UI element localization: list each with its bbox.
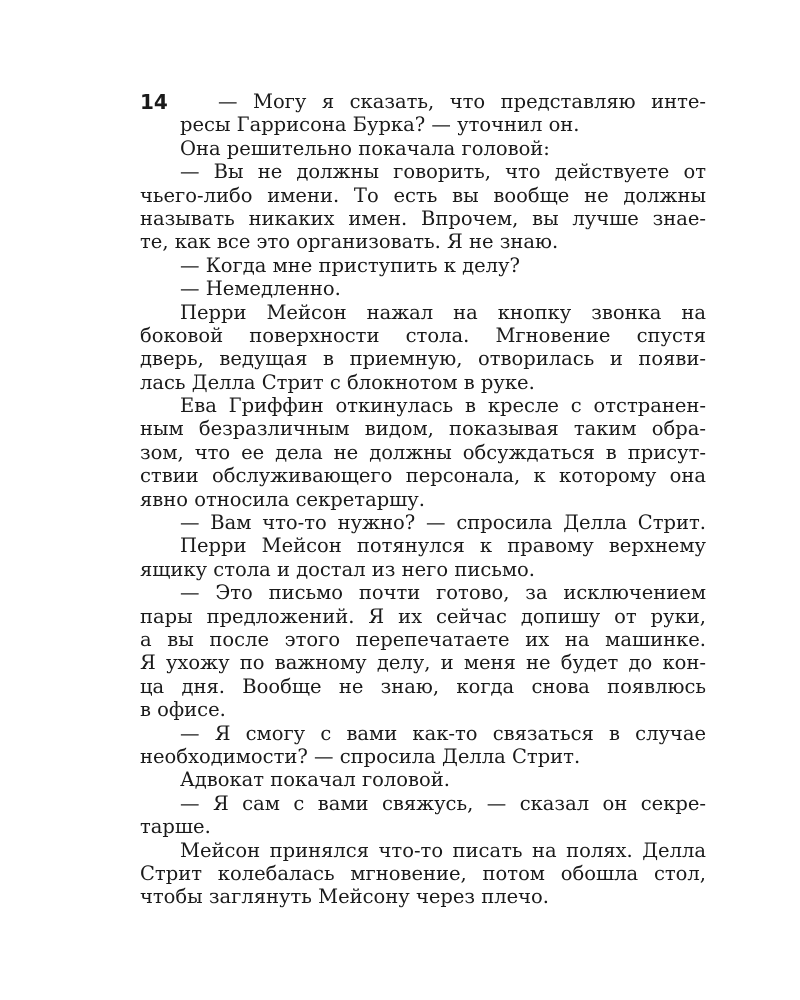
text-line: дверь, ведущая в приемную, отворилась и появи- [140,347,706,371]
text-line: в офисе. [140,698,226,722]
text-line: Мейсон принялся что-то писать на полях. Делла [180,838,706,862]
text-line: называть никаких имен. Впрочем, вы лучше знае- [140,206,706,230]
text-line: лась Делла Стрит с блокнотом в руке. [140,370,535,394]
text-line: Я ухожу по важному делу, и меня не будет до кон- [140,651,706,675]
text-line: — Вы не должны говорить, что действуете от [180,160,706,184]
text-line: ящику стола и достал из него письмо. [140,557,535,581]
text-line: — Могу я сказать, что представляю инте- [218,90,706,113]
text-line: явно относила секретаршу. [140,487,425,511]
text-line: пары предложений. Я их сейчас допишу от руки, [140,604,706,628]
text-line: чтобы заглянуть Мейсону через плечо. [140,885,549,909]
text-line: чьего-либо имени. То есть вы вообще не должны [140,183,706,207]
book-page-text [140,90,706,909]
text-line: зом, что ее дела не должны обсуждаться в присут- [140,440,706,464]
text-line: Она решительно покачала головой: [180,136,550,160]
text-line: тарше. [140,815,211,839]
text-line: ца дня. Вообще не знаю, когда снова появлюсь [140,674,706,698]
text-line: — Когда мне приступить к делу? [180,253,520,277]
text-line: — Немедленно. [180,277,341,301]
text-line: Адвокат покачал головой. [180,768,450,792]
text-line: те, как все это организовать. Я не знаю. [140,230,559,254]
text-line: — Я сам с вами свяжусь, — сказал он секре- [180,791,706,815]
text-line: Стрит колебалась мгновение, потом обошла стол, [140,861,706,885]
text-line: — Это письмо почти готово, за исключением [180,581,706,605]
text-line: ствии обслуживающего персонала, к которому она [140,464,706,488]
text-line: — Я смогу с вами как-то связаться в случае [180,721,706,745]
text-line: Ева Гриффин откинулась в кресле с отстранен- [180,394,706,418]
text-line: Перри Мейсон нажал на кнопку звонка на [180,300,706,324]
text-line: ным безразличным видом, показывая таким обра- [140,417,706,441]
text-line: ресы Гаррисона Бурка? — уточнил он. [180,113,580,137]
text-line: необходимости? — спросила Делла Стрит. [140,744,581,768]
text-line: а вы после этого перепечатаете их на машинке. [140,627,706,651]
page-number: 14 [140,90,168,114]
text-line: — Вам что-то нужно? — спросила Делла Стрит. [180,511,706,535]
text-line: Перри Мейсон потянулся к правому верхнему [180,534,706,558]
text-line: боковой поверхности стола. Мгновение спустя [140,323,706,347]
